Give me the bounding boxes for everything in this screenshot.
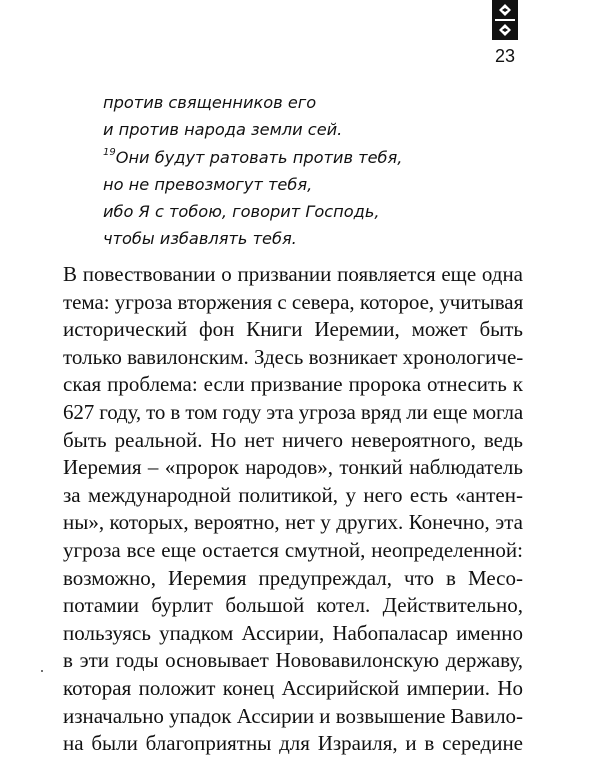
verse-line: чтобы избавлять тебя. [103,229,297,249]
body-line: тема: угроза вторжения с севера, которое, учитывая [63,289,524,314]
body-line: только вавилонским. Здесь возникает хронологиче- [63,344,524,369]
body-line: потамии бурлит большой котел. Действительно, [63,593,523,618]
column-ornament-icon [492,0,518,40]
verse-line [103,144,523,171]
body-line: исторический фон Книги Иеремии, может быть [63,317,523,342]
body-line: возможно, Иеремия предупреждал, что в Месо- [63,565,523,590]
body-line: угроза все еще остается смутной, неопределенной: [63,537,523,562]
body-line: пользуясь упадком Ассирии, Набопаласар именно [63,620,523,645]
body-line: Иеремия – «пророк народов», тонкий наблюдатель [63,455,523,480]
page-number: 23 [494,46,516,66]
verse-line: против священников его [103,93,317,112]
body-line: ская проблема: если призвание пророка отнесить к [63,372,523,397]
body-line: которая положит конец Ассирийской империи. Но [63,675,523,700]
body-line: В повествовании о призвании появляется еще одна [63,262,523,286]
verse-block [103,89,523,253]
body-line: быть реальной. Но нет ничего невероятного, ведь [63,427,523,452]
body-line: на были благоприятны для Израиля, и в середине [63,731,523,756]
verse-number: 19 [103,147,116,159]
verse-line: и против народа земли сей. [103,120,343,140]
body-line: ны», которых, вероятно, нет у других. Конечно, эта [63,510,523,535]
body-line: в эти годы основывает Нововавилонскую державу, [63,648,523,673]
body-line: 627 году, то в том году эта угроза вряд ли еще могла [63,399,524,424]
body-line: за международной политикой, у него есть «антен- [63,482,523,507]
margin-dot [41,670,43,672]
body-line: изначально упадок Ассирии и возвышение Вавило- [63,703,523,728]
verse-line: ибо Я с тобою, говорит Господь, [103,202,380,222]
body-paragraph [63,261,523,758]
verse-line: но не превозмогут тебя, [103,174,313,194]
verse-line-text: Они будут ратовать против тебя, [115,147,403,167]
